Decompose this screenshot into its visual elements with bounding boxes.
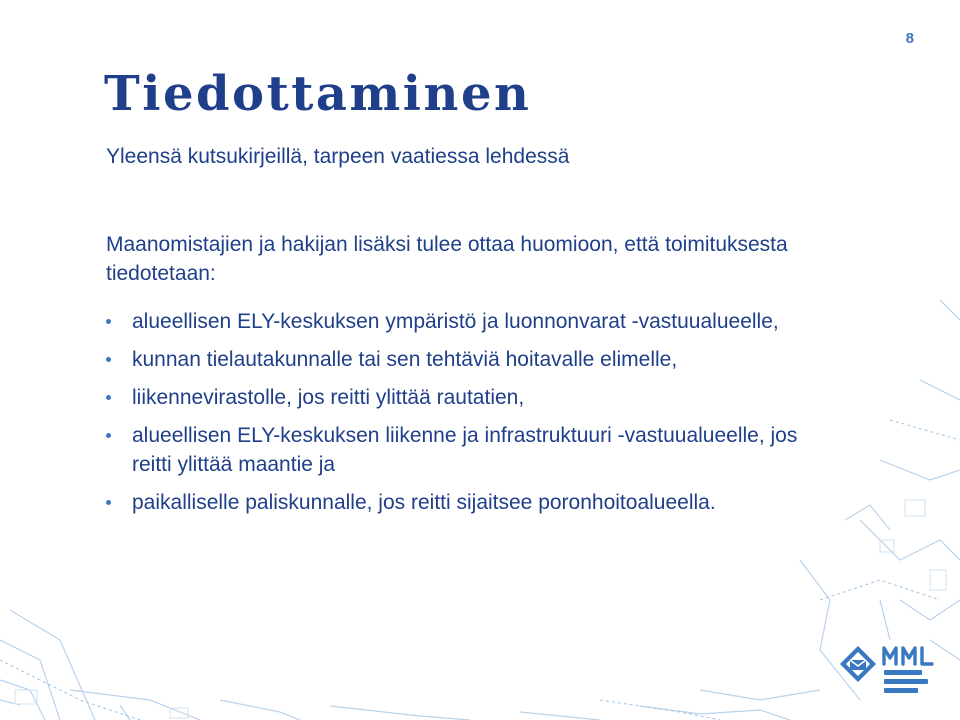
intro-text: Maanomistajien ja hakijan lisäksi tulee ottaa huomioon, että toimituksesta tiedotetaan: [106, 233, 788, 285]
mml-logo [838, 640, 948, 698]
bullet-text: paikalliselle paliskunnalle, jos reitti sijaitsee poronhoitoalueella. [132, 491, 716, 514]
bullet-item [106, 383, 826, 412]
bullet-list [106, 307, 826, 526]
logo-wordmark [882, 642, 946, 698]
bullet-item [106, 421, 826, 479]
bullet-dot-icon [106, 500, 111, 505]
bullet-text: alueellisen ELY-keskuksen liikenne ja infrastruktuuri -vastuualueelle, jos reitti ylittää maantie ja [132, 424, 798, 476]
bullet-text: alueellisen ELY-keskuksen ympäristö ja luonnonvarat -vastuualueelle, [132, 310, 779, 333]
envelope-diamond-icon [838, 644, 878, 684]
slide-title: Tiedottaminen [104, 66, 532, 122]
bullet-item [106, 345, 826, 374]
bullet-item [106, 307, 826, 336]
bullet-text: liikennevirastolle, jos reitti ylittää rautatien, [132, 386, 525, 409]
bullet-item [106, 488, 826, 517]
page-number: 8 [905, 30, 914, 47]
bullet-dot-icon [106, 433, 111, 438]
bullet-dot-icon [106, 357, 111, 362]
bullet-dot-icon [106, 395, 111, 400]
slide-subtitle: Yleensä kutsukirjeillä, tarpeen vaatiessa lehdessä [106, 145, 570, 168]
bullet-dot-icon [106, 319, 111, 324]
bullet-text: kunnan tielautakunnalle tai sen tehtäviä hoitavalle elimelle, [132, 348, 678, 371]
